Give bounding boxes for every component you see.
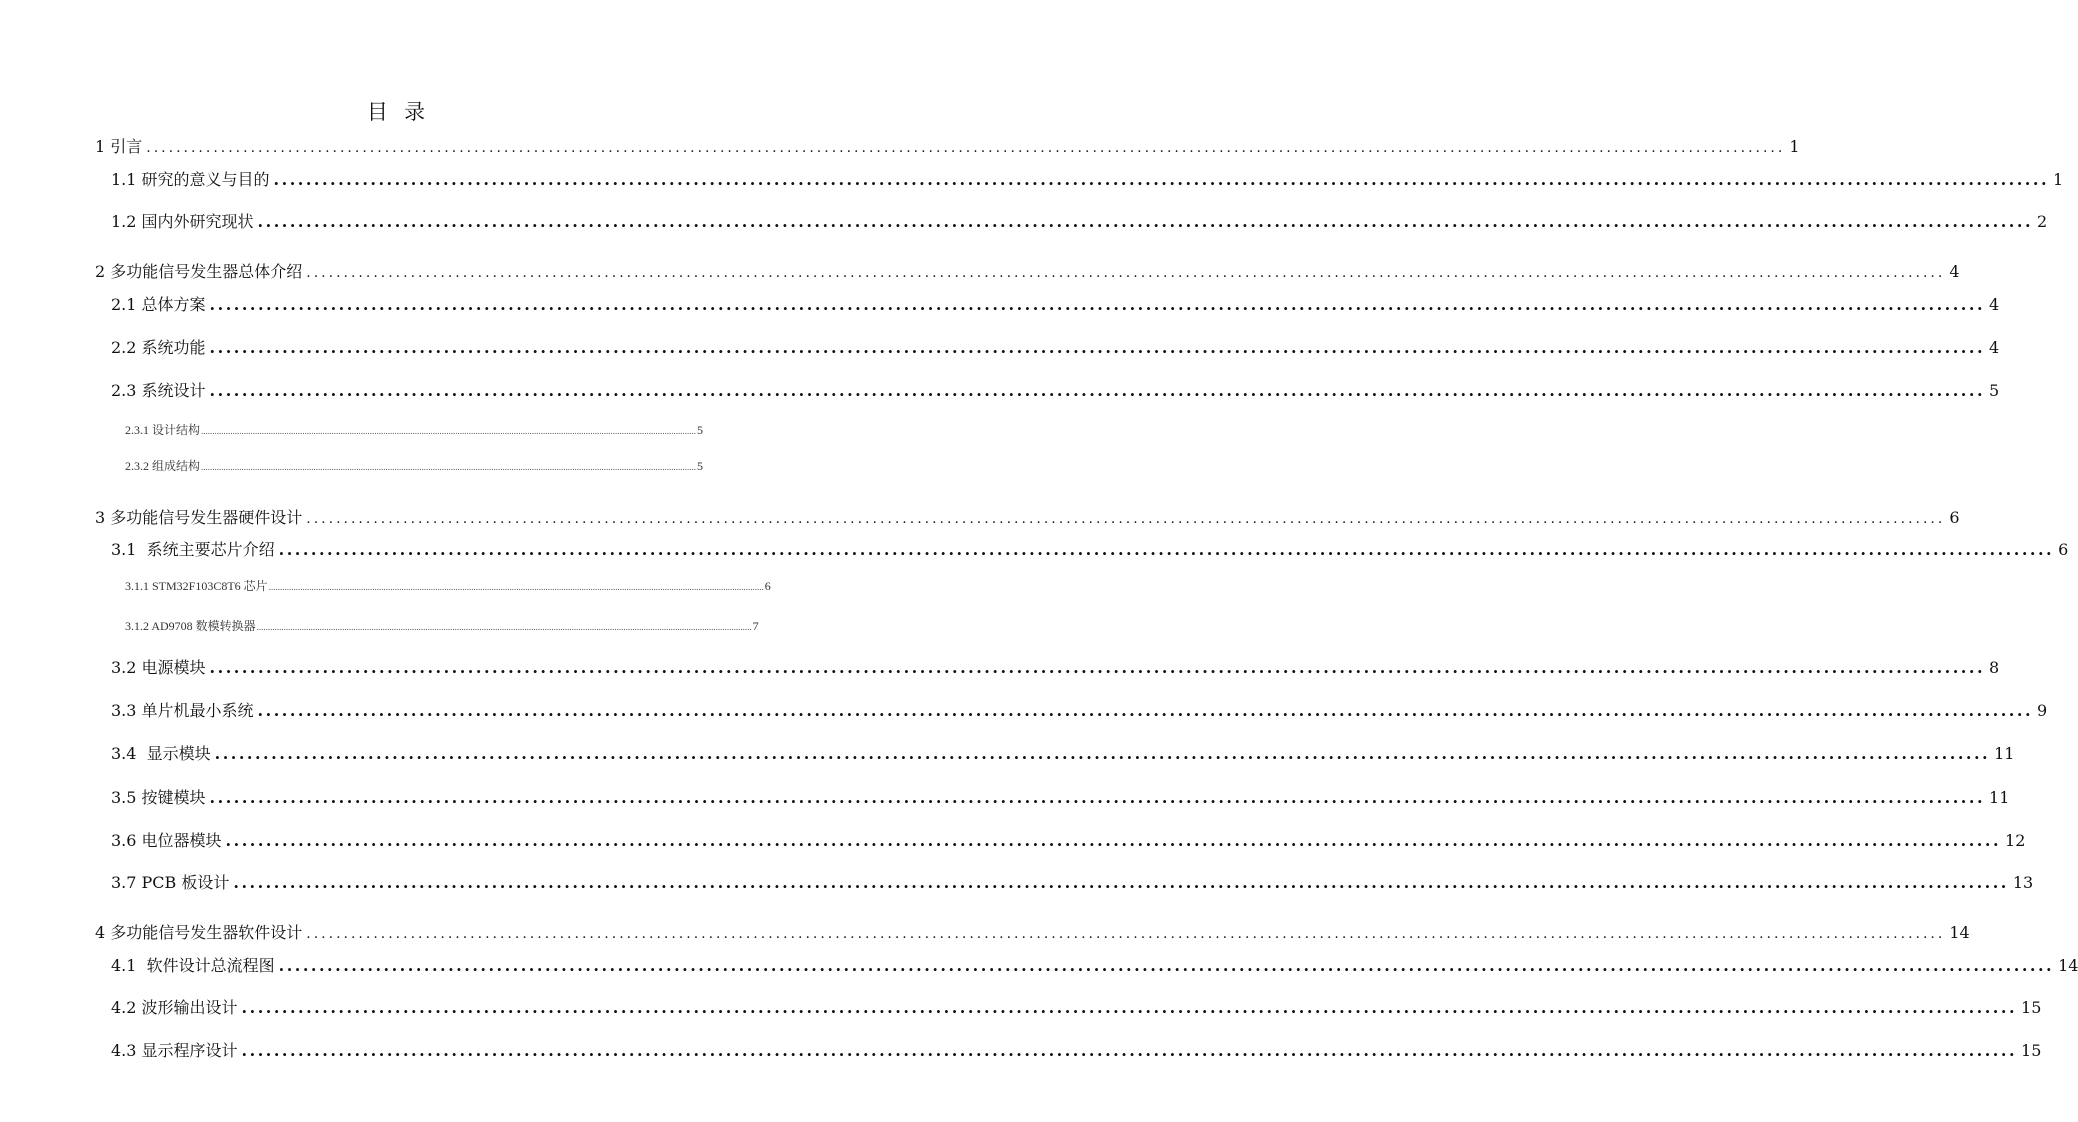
toc-entry-title: 3.3 单片机最小系统: [111, 701, 254, 720]
toc-entry[interactable]: [0, 209, 2048, 235]
toc-entry-row: [111, 785, 2010, 808]
toc-leader-dots: ............................................................................................................................................................................................................................: [209, 788, 1986, 807]
toc-entry[interactable]: [0, 505, 1960, 531]
toc-entry-row: [95, 134, 1800, 157]
toc-entry-row: [111, 870, 2034, 893]
toc-entry-row: [111, 698, 2048, 721]
toc-entry[interactable]: [0, 134, 1800, 160]
toc-entry[interactable]: [0, 741, 2015, 767]
toc-entry[interactable]: [0, 167, 2064, 193]
toc-entry-row: [111, 655, 2000, 678]
toc-entry-title: 3.1.1 STM32F103C8T6 芯片: [125, 579, 268, 593]
toc-leader-dots: ............................................................................................................................................................................................................................: [241, 1041, 2018, 1060]
toc-leader-dots: ............................................................................................................................................................................................................................: [278, 540, 2055, 559]
toc-leader-dots: ............................................................................................................................................................................................................................: [268, 582, 764, 592]
toc-entry[interactable]: [0, 920, 1970, 946]
toc-entry[interactable]: [0, 577, 793, 603]
toc-entry-row: [111, 828, 2026, 851]
toc-entry-row: [125, 577, 771, 594]
toc-leader-dots: ............................................................................................................................................................................................................................: [209, 658, 1986, 677]
toc-leader-dots: ............................................................................................................................................................................................................................: [306, 265, 1946, 281]
toc-entry[interactable]: [0, 655, 2000, 681]
toc-title: 目 录: [366, 100, 427, 124]
toc-entry-row: [95, 920, 1970, 943]
toc-entry-row: [125, 617, 759, 634]
toc-entry[interactable]: [0, 259, 1960, 285]
toc-entry-row: [95, 505, 1960, 528]
toc-entry-row: [111, 741, 2015, 764]
toc-entry-page: 5: [697, 423, 704, 437]
toc-entry-title: 2.2 系统功能: [111, 338, 206, 357]
toc-entry-page: 4: [1989, 295, 2000, 314]
toc-entry[interactable]: [0, 335, 2000, 361]
toc-entry-page: 4: [1949, 262, 1960, 281]
toc-leader-dots: ............................................................................................................................................................................................................................: [233, 873, 2009, 892]
toc-entry-page: 2: [2037, 212, 2048, 231]
toc-entry-row: [111, 167, 2064, 190]
toc-entry-title: 1.2 国内外研究现状: [111, 212, 254, 231]
toc-entry[interactable]: [0, 537, 2069, 563]
toc-leader-dots: ............................................................................................................................................................................................................................: [306, 511, 1946, 527]
toc-entry-page: 6: [2058, 540, 2069, 559]
toc-leader-dots: ............................................................................................................................................................................................................................: [209, 381, 1986, 400]
toc-leader-dots: ............................................................................................................................................................................................................................: [146, 140, 1786, 156]
toc-entry-page: 5: [697, 459, 704, 473]
toc-entry-page: 1: [1789, 137, 1800, 156]
toc-entry-page: 4: [1989, 338, 2000, 357]
toc-entry-page: 11: [1994, 744, 2015, 763]
toc-entry-row: [125, 457, 704, 474]
toc-leader-dots: ............................................................................................................................................................................................................................: [225, 831, 2002, 850]
toc-entry-title: 1.1 研究的意义与目的: [111, 170, 270, 189]
toc-entry[interactable]: [0, 457, 793, 483]
toc-entry-title: 3 多功能信号发生器硬件设计: [95, 508, 303, 527]
toc-entry-title: 4 多功能信号发生器软件设计: [95, 923, 303, 942]
toc-entry-page: 12: [2005, 831, 2026, 850]
toc-leader-dots: ............................................................................................................................................................................................................................: [214, 744, 1991, 763]
toc-entry-row: [111, 1038, 2042, 1061]
toc-entry-page: 6: [1949, 508, 1960, 527]
toc-entry-title: 4.1 软件设计总流程图: [111, 956, 275, 975]
toc-entry-title: 2.1 总体方案: [111, 295, 206, 314]
toc-entry-row: [95, 259, 1960, 282]
toc-entry-title: 4.3 显示程序设计: [111, 1041, 238, 1060]
toc-entry-row: [111, 292, 2000, 315]
toc-leader-dots: ............................................................................................................................................................................................................................: [256, 622, 752, 632]
toc-entry-title: 4.2 波形输出设计: [111, 998, 238, 1017]
toc-entry[interactable]: [0, 953, 2078, 979]
toc-leader-dots: ............................................................................................................................................................................................................................: [278, 956, 2055, 975]
toc-leader-dots: ............................................................................................................................................................................................................................: [306, 926, 1946, 942]
toc-entry-title: 3.4 显示模块: [111, 744, 211, 763]
toc-entry-page: 13: [2012, 873, 2034, 892]
toc-entry-row: [111, 537, 2069, 560]
toc-entry[interactable]: [0, 870, 2034, 896]
toc-entry[interactable]: [0, 698, 2048, 724]
toc-entry-title: 2.3.2 组成结构: [125, 459, 201, 473]
toc-entry[interactable]: [0, 292, 2000, 318]
toc-entry-page: 11: [1989, 788, 2010, 807]
toc-entry-page: 6: [764, 579, 771, 593]
toc-entry[interactable]: [0, 421, 793, 447]
toc-entry-page: 15: [2021, 1041, 2042, 1060]
toc-leader-dots: ............................................................................................................................................................................................................................: [257, 212, 2034, 231]
toc-entry-title: 3.2 电源模块: [111, 658, 206, 677]
toc-entry-title: 3.7 PCB 板设计: [111, 873, 230, 892]
toc-entry-page: 15: [2021, 998, 2042, 1017]
toc-leader-dots: ............................................................................................................................................................................................................................: [273, 170, 2050, 189]
toc-entry-page: 7: [752, 619, 759, 633]
toc-entry-title: 2 多功能信号发生器总体介绍: [95, 262, 303, 281]
toc-entry-title: 3.5 按键模块: [111, 788, 206, 807]
toc-entry-page: 1: [2053, 170, 2064, 189]
toc-entry-title: 2.3 系统设计: [111, 381, 206, 400]
toc-entry-row: [111, 953, 2078, 976]
toc-entry-title: 3.1.2 AD9708 数模转换器: [125, 619, 256, 633]
toc-leader-dots: ............................................................................................................................................................................................................................: [201, 426, 697, 436]
toc-leader-dots: ............................................................................................................................................................................................................................: [209, 338, 1986, 357]
toc-entry-row: [111, 335, 2000, 358]
toc-entry-title: 3.6 电位器模块: [111, 831, 222, 850]
toc-entry-title: 1 引言: [95, 137, 143, 156]
toc-entry-page: 9: [2037, 701, 2048, 720]
toc-leader-dots: ............................................................................................................................................................................................................................: [257, 701, 2034, 720]
toc-leader-dots: ............................................................................................................................................................................................................................: [209, 295, 1986, 314]
toc-entry-page: 8: [1989, 658, 2000, 677]
toc-entry-row: [111, 378, 2000, 401]
toc-entry[interactable]: [0, 828, 2026, 854]
toc-entry[interactable]: [0, 1038, 2042, 1064]
toc-entry[interactable]: [0, 995, 2042, 1021]
toc-leader-dots: ............................................................................................................................................................................................................................: [201, 462, 697, 472]
toc-entry-page: 14: [1949, 923, 1970, 942]
toc-entry-title: 3.1 系统主要芯片介绍: [111, 540, 275, 559]
toc-entry-row: [125, 421, 704, 438]
toc-entry[interactable]: [0, 617, 793, 643]
toc-entry-page: 14: [2058, 956, 2078, 975]
toc-entry-page: 5: [1989, 381, 2000, 400]
toc-entry[interactable]: [0, 785, 2010, 811]
toc-entry[interactable]: [0, 378, 2000, 404]
toc-entry-row: [111, 209, 2048, 232]
toc-entry-title: 2.3.1 设计结构: [125, 423, 201, 437]
toc-entry-row: [111, 995, 2042, 1018]
toc-leader-dots: ............................................................................................................................................................................................................................: [241, 998, 2018, 1017]
